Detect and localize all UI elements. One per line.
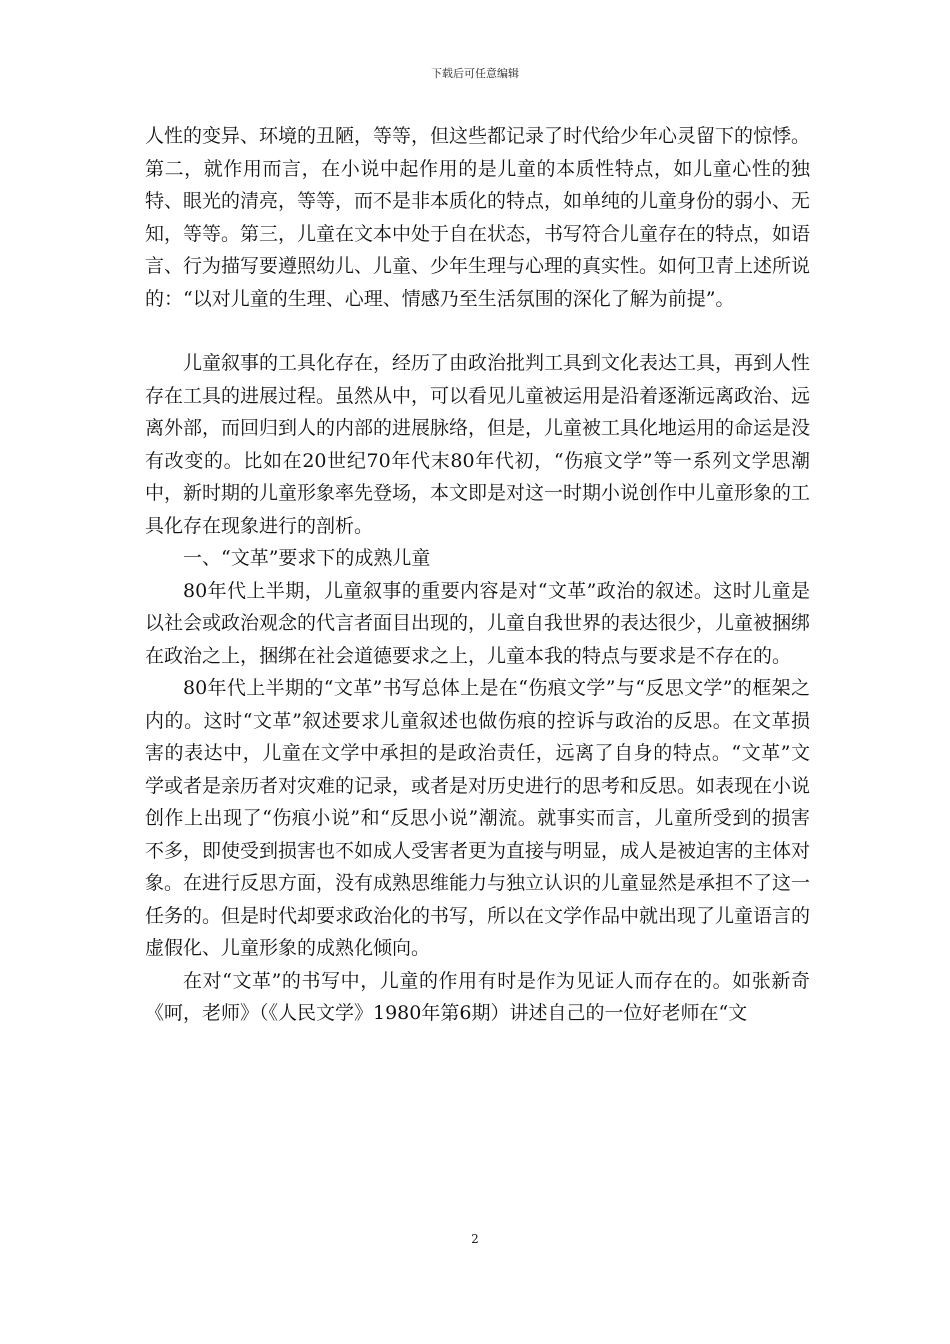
- paragraph: 在对“文革”的书写中，儿童的作用有时是作为见证人而存在的。如张新奇《呵，老师》（《人民文学》1980年第6期）讲述自己的一位好老师在“文: [145, 969, 810, 1024]
- paragraph: 儿童叙事的工具化存在，经历了由政治批判工具到文化表达工具，再到人性存在工具的进展过程。虽然从中，可以看见儿童被运用是沿着逐渐远离政治、远离外部，而回归到人的内部的进展脉络，但是，儿童被工具化地运用的命运是没有改变的。比如在20世纪70年代末80年代初，“伤痕文学”等一系列文学思潮中，新时期的儿童形象率先登场，本文即是对这一时期小说创作中儿童形象的工具化存在现象进行的剖析。: [145, 352, 811, 537]
- section-heading: 一、“文革”要求下的成熟儿童: [183, 547, 431, 569]
- paragraph-continuation: 人性的变异、环境的丑陋，等等，但这些都记录了时代给少年心灵留下的惊悸。第二，就作用而言，在小说中起作用的是儿童的本质性特点，如儿童心性的独特、眼光的清亮，等等，而不是非本质化的特点，如单纯的儿童身份的弱小、无知，等等。第三，儿童在文本中处于自在状态，书写符合儿童存在的特点，如语言、行为描写要遵照幼儿、儿童、少年生理与心理的真实性。如何卫青上述所说的：“以对儿童的生理、心理、情感乃至生活氛围的深化了解为前提”。: [145, 125, 811, 310]
- page-number: 2: [471, 1232, 479, 1246]
- document-body: [145, 120, 810, 1030]
- paragraph: 80年代上半期，儿童叙事的重要内容是对“文革”政治的叙述。这时儿童是以社会或政治观念的代言者面目出现的，儿童自我世界的表达很少，儿童被捆绑在政治之上，捆绑在社会道德要求之上，儿童本我的特点与要求是不存在的。: [145, 579, 811, 667]
- paragraph: 80年代上半期的“文革”书写总体上是在“伤痕文学”与“反思文学”的框架之内的。这时“文革”叙述要求儿童叙述也做伤痕的控诉与政治的反思。在文革损害的表达中，儿童在文学中承担的是政治责任，远离了自身的特点。“文革”文学或者是亲历者对灾难的记录，或者是对历史进行的思考和反思。如表现在小说创作上出现了“伤痕小说”和“反思小说”潮流。就事实而言，儿童所受到的损害不多，即使受到损害也不如成人受害者更为直接与明显，成人是被迫害的主体对象。在进行反思方面，没有成熟思维能力与独立认识的儿童显然是承担不了这一任务的。但是时代却要求政治化的书写，所以在文学作品中就出现了儿童语言的虚假化、儿童形象的成熟化倾向。: [145, 677, 811, 959]
- page-header: 下载后可任意编辑: [431, 67, 519, 80]
